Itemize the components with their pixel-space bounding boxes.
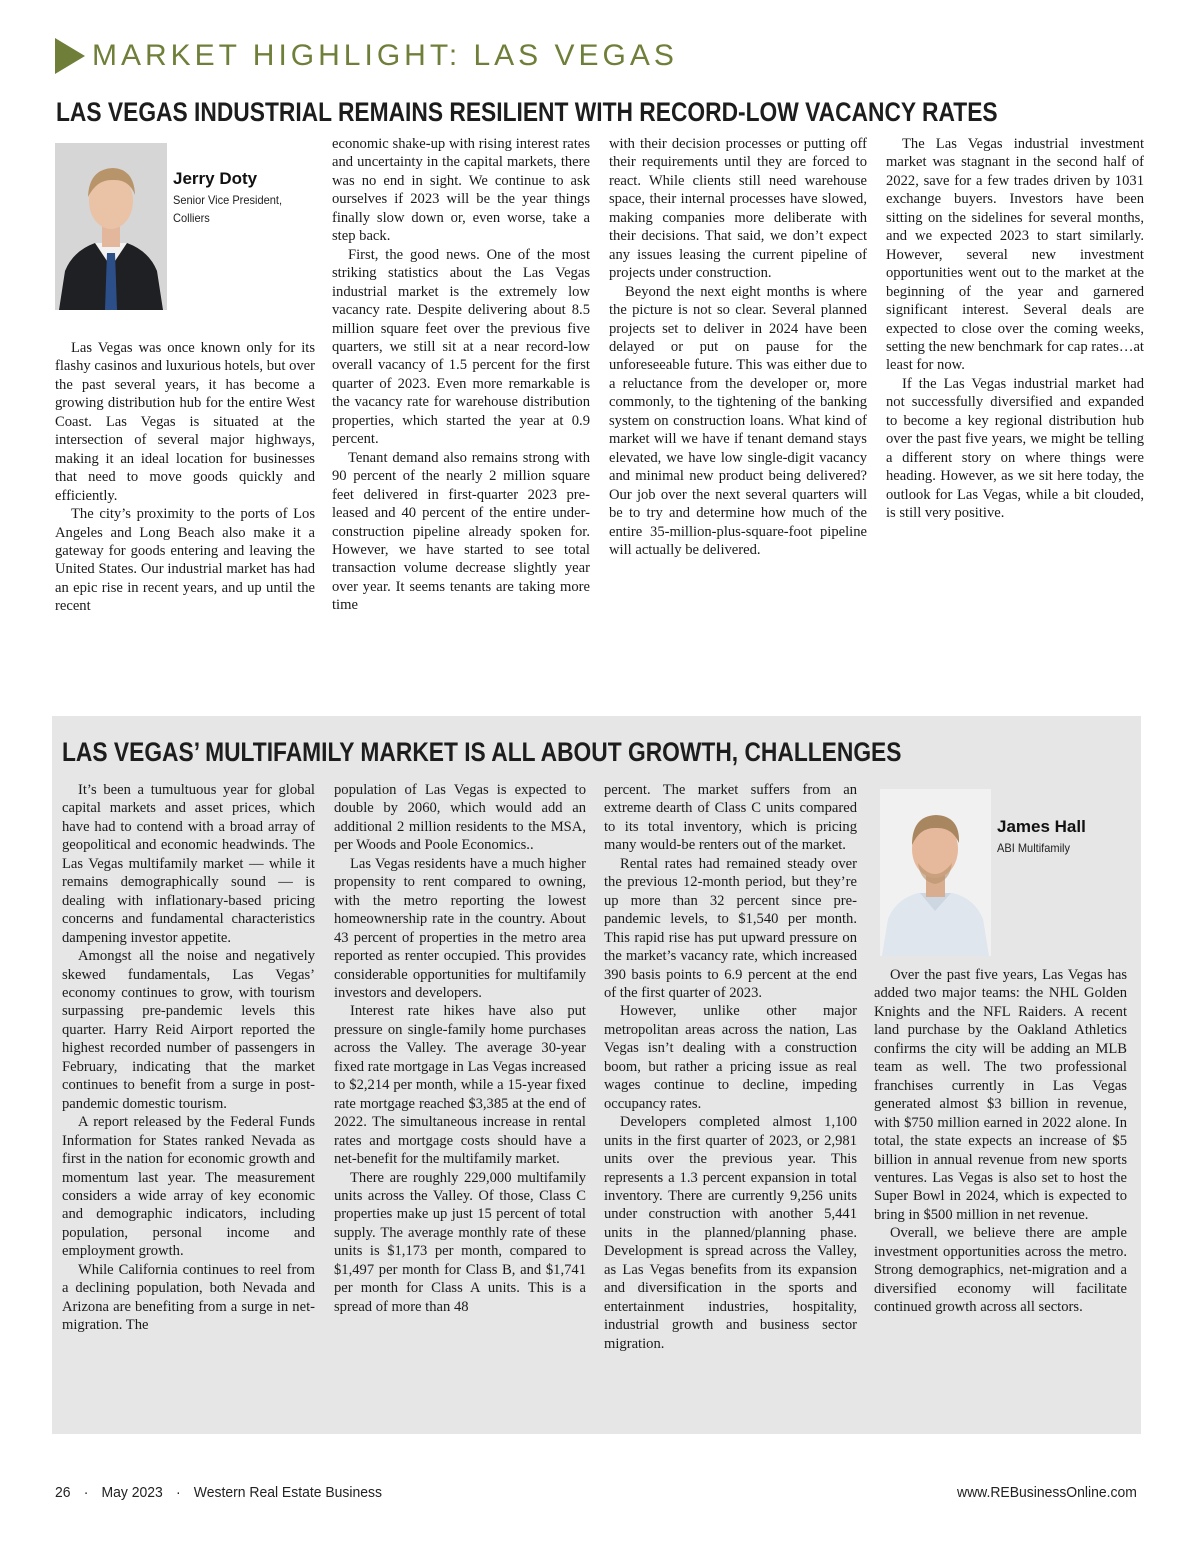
paragraph: Beyond the next eight months is where the picture is not so clear. Several planned projects set to deliver in 2024 have been delayed or put on pause for the unforeseeable future. This was either due to a reluctance from the developer or, more commonly, to the tightening of the banking system on construction loans. What kind of market will we have if tenant demand stays elevated, we have low single-digit vacancy and minimal new product being delivered? Our job over the next several quarters will be to try and determine how much of the entire 35-million-plus-square-foot pipeline will actually be delivered. [609, 283, 867, 558]
paragraph: The Las Vegas industrial investment market was stagnant in the second half of 2022, save for a few trades driven by 1031 exchange buyers. Investors have been sitting on the sidelines for several months, and we expected 2023 to start similarly. However, several new investment opportunities went out to the market at the beginning of the year and garnered significant interest. Several deals are expected to close over the coming weeks, setting the new benchmark for cap rates…at least for now. [886, 136, 1144, 374]
paragraph: population of Las Vegas is expected to double by 2060, which would add an additional 2 million residents to the MSA, per Woods and Poole Economics.. [334, 782, 586, 854]
section-kicker: MARKET HIGHLIGHT: LAS VEGAS [92, 39, 678, 72]
article2-headline: LAS VEGAS’ MULTIFAMILY MARKET IS ALL ABOUT GROWTH, CHALLENGES [62, 737, 902, 767]
paragraph: The city’s proximity to the ports of Los Angeles and Long Beach also make it a gateway for goods entering and leaving the United States. Our industrial market has had an epic rise in recent years, and up until the recent [55, 506, 315, 615]
paragraph: It’s been a tumultuous year for global capital markets and asset prices, which have had to contend with a broad array of geopolitical and economic headwinds. The Las Vegas multifamily market — while it remains demographically sound — is dealing with inflationary-based pricing concerns and fundamental characteristics dampening investor appetite. [62, 782, 315, 946]
person-portrait-icon [880, 789, 991, 956]
paragraph: Over the past five years, Las Vegas has added two major teams: the NHL Golden Knights and the NFL Raiders. A recent land purchase by the Oakland Athletics confirms the city will be adding an MLB team as well. The two professional franchises currently in Las Vegas generated almost $3 billion in revenue, with $750 million earned in 2022 alone. In total, the state expects an increase of $5 billion in annual revenue from new sports ventures. Las Vegas is also set to host the Super Bowl in 2024, which is expected to bring in $500 million in net revenue. [874, 967, 1127, 1223]
paragraph: Amongst all the noise and negatively skewed fundamentals, Las Vegas’ economy continues to grow, with tourism surpassing pre-pandemic levels this quarter. Harry Reid Airport reported the highest recorded number of passengers in February, indicating that the market continues to benefit from a surge in post-pandemic domestic tourism. [62, 948, 315, 1112]
paragraph: First, the good news. One of the most striking statistics about the Las Vegas industrial market is the extremely low vacancy rate. Despite delivering about 8.5 million square feet over the previous five quarters, we still sit at a near record-low overall vacancy of 1.5 percent for the first quarter of 2023. Even more remarkable is the vacancy rate for warehouse distribution properties, which started the year at 0.9 percent. [332, 246, 590, 448]
page-footer-left [55, 1484, 382, 1501]
kicker-triangle-icon [55, 38, 85, 74]
paragraph: While California continues to reel from a declining population, both Nevada and Arizona are benefiting from a surge in net-migration. The [62, 1261, 315, 1334]
person-portrait-icon [55, 143, 167, 310]
paragraph: A report released by the Federal Funds Information for States ranked Nevada as first in the nation for economic growth and momentum last year. The measurement considers a wide array of key economic and demographic indicators, including population, personal income and employment growth. [62, 1114, 315, 1260]
article1-column-4 [886, 135, 1144, 523]
article1-column-1 [55, 339, 315, 616]
james-hall-name: James Hall [997, 817, 1086, 836]
paragraph: If the Las Vegas industrial market had not successfully diversified and expanded to become a key regional distribution hub over the past five years, we might be telling a different story on where things were heading. However, as we sit here today, the outlook for Las Vegas, while a bit clouded, is still very positive. [886, 375, 1144, 522]
issue-date: May 2023 [101, 1484, 163, 1501]
publication-name: Western Real Estate Business [193, 1484, 382, 1501]
website-url[interactable]: www.REBusinessOnline.com [957, 1484, 1137, 1501]
article1-headline: LAS VEGAS INDUSTRIAL REMAINS RESILIENT WITH RECORD-LOW VACANCY RATES [56, 97, 998, 127]
jerry-doty-photo [55, 143, 167, 310]
paragraph: economic shake-up with rising interest rates and uncertainty in the capital markets, there was no end in sight. We continue to ask ourselves if 2023 will be the year things finally slow down or, even worse, take a step back. [332, 136, 590, 245]
paragraph: Las Vegas was once known only for its flashy casinos and luxurious hotels, but over the past several years, it has become a growing distribution hub for the entire West Coast. Las Vegas is situated at the intersection of several major highways, making it an ideal location for businesses that need to move goods quickly and efficiently. [55, 340, 315, 504]
footer-separator: · [83, 1484, 89, 1501]
page-number: 26 [55, 1484, 71, 1501]
paragraph: There are roughly 229,000 multifamily units across the Valley. Of those, Class C properties make up just 15 percent of total supply. The average monthly rate of these units is $1,173 per month, compared to $1,497 per month for Class B, and $1,741 per month for Class A units. This is a spread of more than 48 [334, 1169, 586, 1315]
jerry-doty-name: Jerry Doty [173, 169, 258, 188]
jerry-doty-title [173, 191, 282, 227]
paragraph: percent. The market suffers from an extreme dearth of Class C units compared to its total inventory, which is pricing many would-be renters out of the market. [604, 782, 857, 854]
paragraph: with their decision processes or putting off their requirements until they are forced to react. While clients still need warehouse space, their internal processes have slowed, making companies more deliberate with their decisions. That said, we don’t expect any issues leasing the current pipeline of projects under construction. [609, 136, 867, 282]
author-title-line: Colliers [173, 211, 210, 225]
article2-column-2 [334, 781, 586, 1316]
article1-column-3 [609, 135, 867, 559]
james-hall-photo [880, 789, 991, 956]
article2-column-1 [62, 781, 315, 1335]
paragraph: Interest rate hikes have also put pressure on single-family home purchases across the Valley. The average 30-year fixed rate mortgage in Las Vegas increased to $2,214 per month, while a 15-year fixed rate mortgage reached $3,385 at the end of 2022. The simultaneous increase in rental rates and mortgage costs should have a net-benefit for the multifamily market. [334, 1003, 586, 1168]
paragraph: Las Vegas residents have a much higher propensity to rent compared to owning, with the metro reporting the lowest homeownership rate in the country. About 43 percent of properties in the metro area reported as renter occupied. This provides considerable opportunities for multifamily investors and developers. [334, 855, 586, 1001]
footer-separator: · [175, 1484, 181, 1501]
paragraph: Overall, we believe there are ample investment opportunities across the metro. Strong demographics, net-migration and a diversified economy will facilitate continued growth across all sectors. [874, 1225, 1127, 1316]
paragraph: Developers completed almost 1,100 units in the first quarter of 2023, or 2,981 units over the previous year. This represents a 1.3 percent expansion in total inventory. There are currently 9,256 units under construction with another 5,441 units in the planned/planning phase. Development is spread across the Valley, as Las Vegas benefits from its expansion and diversification in the sports and entertainment industries, hospitality, industrial growth and business sector migration. [604, 1114, 857, 1352]
article2-column-4 [874, 966, 1127, 1317]
james-hall-title: ABI Multifamily [997, 841, 1071, 855]
article1-column-2 [332, 135, 590, 615]
paragraph: Rental rates had remained steady over the previous 12-month period, but they’re up more than 32 percent since pre-pandemic levels, to $1,540 per month. This rapid rise has put upward pressure on the market’s vacancy rate, which increased 390 basis points to 6.9 percent at the end of the first quarter of 2023. [604, 855, 857, 1001]
article2-column-3 [604, 781, 857, 1353]
author-title-line: Senior Vice President, [173, 193, 283, 207]
paragraph: Tenant demand also remains strong with 90 percent of the nearly 2 million square feet delivered in first-quarter 2023 pre-leased and 40 percent of the entire under-construction pipeline already spoken for. However, we have started to see total transaction volume decrease slightly year over year. It seems tenants are taking more time [332, 449, 590, 614]
paragraph: However, unlike other major metropolitan areas across the nation, Las Vegas isn’t dealing with a construction boom, but rather a pricing issue as real wages continue to decline, impeding occupancy rates. [604, 1003, 857, 1112]
